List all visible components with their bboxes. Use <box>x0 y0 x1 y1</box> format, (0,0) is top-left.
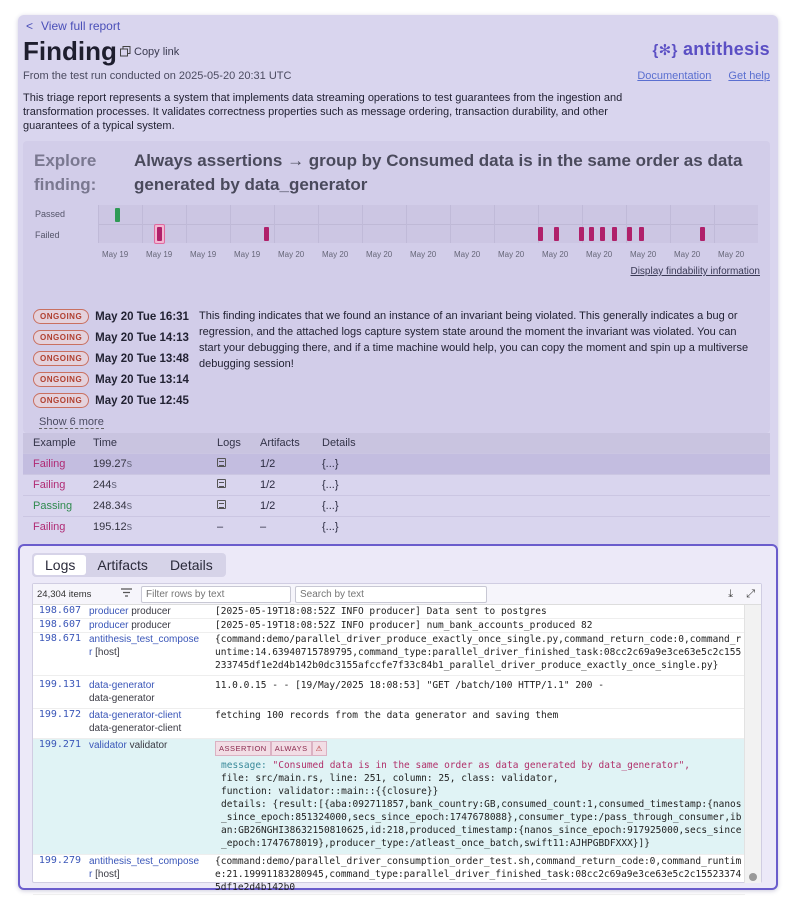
ongoing-date: May 20 Tue 13:48 <box>95 352 189 365</box>
assertion-detail-file: file: src/main.rs, line: 251, column: 25, class: validator, <box>221 773 559 784</box>
example-logs[interactable] <box>217 458 260 470</box>
example-details[interactable]: {...} <box>322 458 339 470</box>
log-message: fetching 100 records from the data generator and saving them <box>215 710 559 721</box>
ongoing-badge: ONGOING <box>33 351 89 366</box>
log-row[interactable] <box>33 605 745 619</box>
brand-name: antithesis <box>682 39 770 59</box>
timeline-row-label-failed: Failed <box>35 230 60 240</box>
example-artifacts[interactable]: 1/2 <box>260 479 276 491</box>
assertion-detail-function: function: validator::main::{{closure}} <box>221 786 439 797</box>
timeline-tick-label: May 20 <box>454 250 481 259</box>
example-time: 244s <box>93 479 117 491</box>
timeline-gridline <box>318 205 319 243</box>
assertion-detail-message: message: "Consumed data is in the same order as data generated by data_generator", <box>221 760 691 771</box>
log-rows <box>33 605 745 893</box>
timeline-row-label-passed: Passed <box>35 209 66 219</box>
timeline-gridline <box>670 205 671 243</box>
timeline-tick-label: May 20 <box>322 250 349 259</box>
log-timestamp: 198.607 <box>38 619 81 630</box>
example-artifacts[interactable]: 1/2 <box>260 500 276 512</box>
get-help-link[interactable]: Get help <box>728 70 770 82</box>
example-status: Failing <box>33 458 66 470</box>
log-source: data-generator-client data-generator-client <box>89 710 182 734</box>
explore-heading: Always assertions → group by Consumed data is in the same order as data generated by data_generator <box>134 151 743 194</box>
ongoing-date: May 20 Tue 16:31 <box>95 310 189 323</box>
log-message: {command:demo/parallel_driver_produce_exactly_once_single.py,command_return_code:0,command_runtime:14.63940715789795,command_type:parallel_driver_finished_task:08cc2c69a9e3ce63e5c2c155233745df1e2d4b142b0dc3155afccfe7f33c84b1_parallel_driver_produce_exactly_once_single.py} <box>215 634 742 671</box>
log-row[interactable] <box>33 619 745 633</box>
example-time: 248.34s <box>93 500 133 512</box>
timeline-tick-label: May 20 <box>718 250 745 259</box>
example-details[interactable]: {...} <box>322 500 339 512</box>
failed-run-marker[interactable] <box>538 227 543 241</box>
always-tag: ALWAYS <box>271 741 312 756</box>
log-source: producer producer <box>89 620 171 631</box>
log-source: data-generator data-generator <box>89 680 155 704</box>
timeline-tick-label: May 19 <box>234 250 261 259</box>
timeline-tick-label: May 20 <box>498 250 525 259</box>
example-time: 199.27s <box>93 458 133 470</box>
copy-link-label: Copy link <box>134 46 180 58</box>
ongoing-item[interactable] <box>33 327 203 348</box>
log-source: producer producer <box>89 606 171 617</box>
timeline-tick-label: May 20 <box>366 250 393 259</box>
log-message: [2025-05-19T18:08:52Z INFO producer] Data sent to postgres <box>215 606 547 617</box>
failed-run-marker[interactable] <box>700 227 705 241</box>
example-artifacts: – <box>260 521 267 533</box>
log-source: antithesis_test_compose r [host] <box>89 634 200 658</box>
failed-run-marker[interactable] <box>600 227 605 241</box>
log-source: antithesis_test_compose r [host] <box>89 856 200 880</box>
warning-icon: ⚠ <box>312 741 327 756</box>
log-scrollbar[interactable] <box>744 605 761 883</box>
example-row[interactable] <box>23 474 770 495</box>
timeline-row-divider <box>98 224 758 225</box>
example-details[interactable]: {...} <box>322 521 339 533</box>
timeline-tick-label: May 19 <box>146 250 173 259</box>
filter-icon[interactable] <box>111 588 141 600</box>
example-artifacts[interactable]: 1/2 <box>260 458 276 470</box>
page-title: Finding <box>23 36 117 66</box>
log-toolbar <box>33 584 761 605</box>
assertion-detail-details: details: {result:[{aba:092711857,bank_country:GB,consumed_count:1,consumed_timestamp:{nanos_since_epoch:851324000,secs_since_epoch:1747678088},consumer_type:/pass_through_consumer,iban:GB26NGHI38632150810625,id:218,produced_timestamp:{nanos_since_epoch:917925000,secs_since_epoch:1747678019},producer_type:/atleast_once_batch,swift11:AJHPGBDFXXX}]} <box>221 799 742 849</box>
ongoing-item[interactable] <box>33 390 203 411</box>
ongoing-badge: ONGOING <box>33 393 89 408</box>
toolbar-actions <box>718 588 761 601</box>
example-status: Failing <box>33 479 66 491</box>
example-status: Passing <box>33 500 73 512</box>
log-viewer <box>32 583 762 893</box>
timeline-gridline <box>362 205 363 243</box>
ongoing-item[interactable] <box>33 369 203 390</box>
log-source: validator validator <box>89 740 168 751</box>
log-row[interactable] <box>33 676 745 709</box>
timeline-gridline <box>494 205 495 243</box>
ongoing-list <box>33 306 203 411</box>
documentation-link[interactable]: Documentation <box>637 70 712 82</box>
log-timestamp: 199.279 <box>38 855 81 866</box>
ongoing-item[interactable] <box>33 348 203 369</box>
expand-icon[interactable]: ⤢ <box>746 587 755 600</box>
log-row[interactable] <box>33 855 745 895</box>
logs-panel <box>18 544 778 893</box>
filter-rows-input[interactable] <box>141 586 291 603</box>
items-count: 24,304 items <box>37 588 92 600</box>
top-links <box>623 70 770 82</box>
example-logs[interactable] <box>217 479 260 491</box>
finding-explanation: This finding indicates that we found an instance of an invariant being violated. This generally indicates a bug or regression, and the attached logs capture system state around the moment the invariant was violated. You can start your debugging there, and if a time machine would help, you can copy the moment and spin up a multiverse debugging session! <box>199 310 749 370</box>
example-status: Failing <box>33 521 66 533</box>
back-link-label: View full report <box>41 19 121 33</box>
tab-artifacts[interactable]: Artifacts <box>97 557 148 573</box>
failed-run-marker[interactable] <box>627 227 632 241</box>
assertion-tag: ASSERTION <box>215 741 271 756</box>
timeline-tick-label: May 20 <box>674 250 701 259</box>
ongoing-badge: ONGOING <box>33 309 89 324</box>
log-timestamp: 199.172 <box>38 709 81 720</box>
run-subtitle: From the test run conducted on 2025-05-20 20:31 UTC <box>23 70 292 82</box>
timeline-tick-label: May 20 <box>542 250 569 259</box>
assertion-message <box>215 739 745 850</box>
tab-details[interactable]: Details <box>169 557 213 573</box>
log-message: [2025-05-19T18:08:52Z INFO producer] num_bank_accounts_produced 82 <box>215 620 593 631</box>
ongoing-badge: ONGOING <box>33 330 89 345</box>
timeline-tick-label: May 20 <box>278 250 305 259</box>
timeline-gridline <box>406 205 407 243</box>
assertion-log-row[interactable] <box>33 739 745 855</box>
timeline-tick-label: May 19 <box>190 250 217 259</box>
timeline-gridline <box>230 205 231 243</box>
failed-run-marker[interactable] <box>589 227 594 241</box>
view-full-report-link[interactable] <box>26 19 120 33</box>
column-header-example: Example <box>33 437 76 449</box>
example-logs[interactable] <box>217 500 260 512</box>
timeline-gridline <box>274 205 275 243</box>
ongoing-date: May 20 Tue 14:13 <box>95 331 189 344</box>
log-message: 11.0.0.15 - - [19/May/2025 18:08:53] "GET /batch/100 HTTP/1.1" 200 - <box>215 680 604 691</box>
log-timestamp: 198.607 <box>38 605 81 616</box>
log-file-icon <box>217 458 226 467</box>
timeline-gridline <box>186 205 187 243</box>
timeline-tick-label: May 19 <box>102 250 129 259</box>
example-details[interactable]: {...} <box>322 479 339 491</box>
show-more-button[interactable]: Show 6 more <box>39 416 104 428</box>
display-findability-link[interactable]: Display findability information <box>630 266 760 277</box>
example-row[interactable] <box>23 516 770 537</box>
example-row[interactable] <box>23 495 770 516</box>
timeline-gridline <box>450 205 451 243</box>
timeline-gridline <box>142 205 143 243</box>
failed-run-marker[interactable] <box>579 227 584 241</box>
examples-table <box>23 433 770 537</box>
column-header-details: Details <box>322 437 356 449</box>
log-timestamp: 198.671 <box>38 633 81 644</box>
log-row[interactable] <box>33 633 745 676</box>
passed-run-marker[interactable] <box>115 208 120 222</box>
column-header-time: Time <box>93 437 118 449</box>
timeline-tick-label: May 20 <box>630 250 657 259</box>
log-message: {command:demo/parallel_driver_consumption_order_test.sh,command_return_code:0,command_runtime:21.19991183280945,command_type:parallel_driver_finished_task:08cc2c69a9e3ce63e5c2c155233745df1e2d4b142b0 <box>215 856 742 893</box>
timeline-tick-label: May 20 <box>410 250 437 259</box>
failed-run-marker[interactable] <box>264 227 269 241</box>
log-file-icon <box>217 500 226 509</box>
tab-logs[interactable]: Logs <box>34 555 86 575</box>
search-input[interactable] <box>295 586 487 603</box>
copy-link-button[interactable] <box>120 46 179 58</box>
log-timestamp: 199.131 <box>38 679 81 690</box>
chevron-left-icon: < <box>26 19 34 33</box>
scroll-thumb[interactable] <box>749 873 757 881</box>
example-logs: – <box>217 521 224 533</box>
log-row[interactable] <box>33 709 745 739</box>
explore-label: Explore finding: <box>34 151 97 194</box>
failed-run-marker[interactable] <box>554 227 559 241</box>
findability-timeline <box>23 203 770 283</box>
ongoing-date: May 20 Tue 12:45 <box>95 394 189 407</box>
ongoing-badge: ONGOING <box>33 372 89 387</box>
report-description: This triage report represents a system that implements data streaming operations to test guarantees from the ingestion and transformation processes. It validates correctness properties such as message ordering, transaction durability, and other guarantees of a typical system. <box>23 92 623 132</box>
timeline-tick-label: May 20 <box>586 250 613 259</box>
copy-icon <box>120 46 131 57</box>
timeline-gridline <box>714 205 715 243</box>
panel-tabs <box>32 553 226 577</box>
column-header-logs: Logs <box>217 437 241 449</box>
explore-finding-section <box>23 141 770 433</box>
examples-header-row <box>23 433 770 453</box>
download-icon[interactable]: ⤓ <box>728 587 734 600</box>
failed-run-marker[interactable] <box>157 227 162 241</box>
brand-logo <box>653 39 771 60</box>
assertion-tags <box>215 741 745 756</box>
example-row[interactable] <box>23 453 770 474</box>
ongoing-date: May 20 Tue 13:14 <box>95 373 189 386</box>
log-timestamp: 199.271 <box>38 739 81 750</box>
ongoing-item[interactable] <box>33 306 203 327</box>
log-file-icon <box>217 479 226 488</box>
finding-report <box>18 15 778 893</box>
failed-run-marker[interactable] <box>612 227 617 241</box>
column-header-artifacts: Artifacts <box>260 437 300 449</box>
example-time: 195.12s <box>93 521 133 533</box>
bug-icon: {✻} <box>652 42 678 59</box>
timeline-gridline <box>98 205 99 243</box>
failed-run-marker[interactable] <box>639 227 644 241</box>
